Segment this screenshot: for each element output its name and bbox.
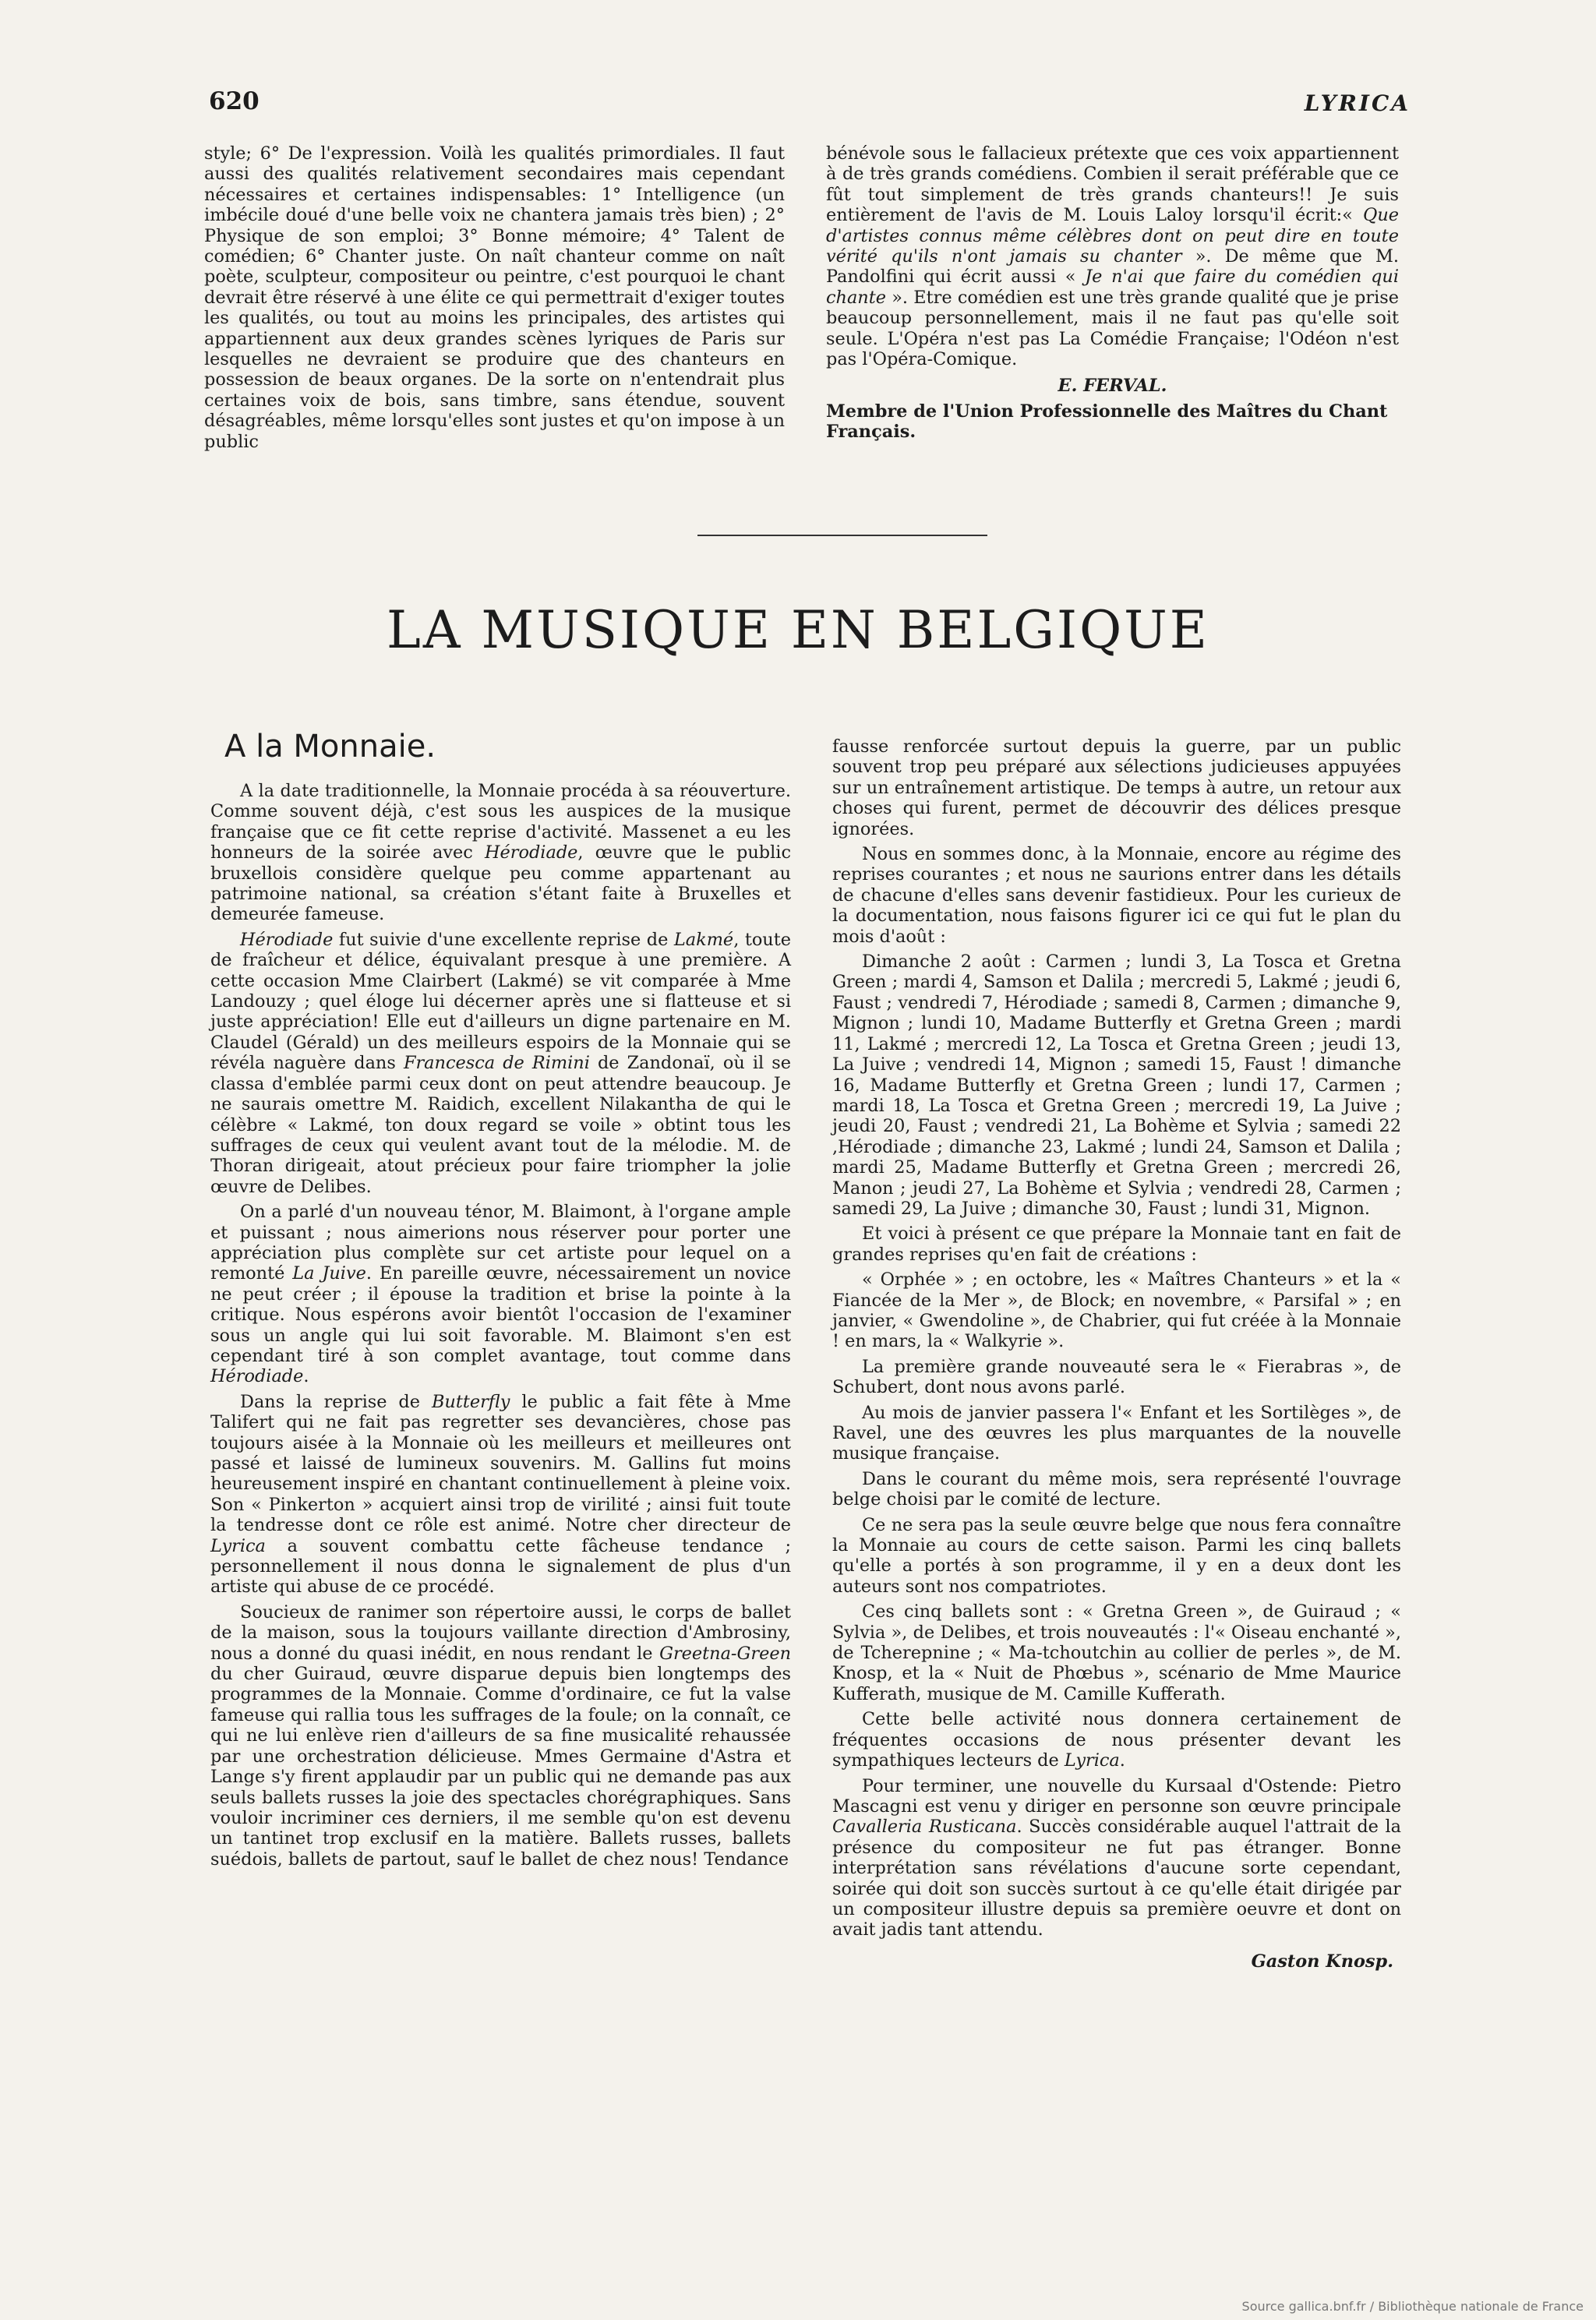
paragraph: Pour terminer, une nouvelle du Kursaal d'Ostende: Pietro Mascagni est venu y diriger en personne son œuvre principale Cavalleria Rusticana. Succès considérable auquel l'attrait de la présence du compositeur ne fut pas étranger. Bonne interprétation sans révélations d'aucune sorte cependant, soirée qui doit son succès surtout à ce qu'elle était dirigée par un compositeur illustre depuis sa première oeuvre et dont on avait jadis tant attendu. [832, 1775, 1401, 1940]
paragraph: Soucieux de ranimer son répertoire aussi, le corps de ballet de la maison, sous la toujours vaillante direction d'Ambrosiny, nous a donné du quasi inédit, en nous rendant le Greetna-Green du cher Guiraud, œuvre disparue depuis bien longtemps des programmes de la Monnaie. Comme d'ordinaire, ce fut la valse fameuse qui rallia tous les suffrages de la foule; on la connaît, ce qui ne lui enlève rien d'ailleurs de sa fine musicalité rehaussée par une orchestration délicieuse. Mmes Germaine d'Astra et Lange s'y firent applaudir par un public qui ne demande pas aux seuls ballets russes la joie des spectacles chorégraphiques. Sans vouloir incriminer ces derniers, il me semble qu'on est devenu un tantinet trop exclusif en la matière. Ballets russes, ballets suédois, ballets de partout, sauf le ballet de chez nous! Tendance [210, 1601, 791, 1870]
paragraph: bénévole sous le fallacieux prétexte que ces voix appartiennent à de très grands comédiens. Combien il serait préférable que ce fût tout simplement de très grands chanteurs!! Je suis entièrement de l'avis de M. Louis Laloy lorsqu'il écrit:« Que d'artistes connus même célèbres dont on peut dire en toute vérité qu'ils n'ont jamais su chanter ». De même que M. Pandolfini qui écrit aussi « Je n'ai que faire du comédien qui chante ». Etre comédien est une très grande qualité que je prise beaucoup personnellement, mais il ne faut pas qu'elle soit seule. L'Opéra n'est pas La Comédie Française; l'Odéon n'est pas l'Opéra-Comique. [826, 143, 1400, 370]
paragraph: Cette belle activité nous donnera certainement de fréquentes occasions de nous présenter devant les sympathiques lecteurs de Lyrica. [832, 1709, 1401, 1771]
page-number: 620 [209, 87, 260, 115]
paragraph: style; 6° De l'expression. Voilà les qualités primordiales. Il faut aussi des qualités relativement secondaires mais cependant nécessaires et certaines indispensables: 1° Intelligence (un imbécile doué d'une belle voix ne chantera jamais très bien) ; 2° Physique de son emploi; 3° Bonne mémoire; 4° Talent de comédien; 6° Chanter juste. On naît chanteur comme on naît poète, sculpteur, compositeur ou peintre, c'est pourquoi le chant devrait être réservé à une élite ce qui permettrait d'exiger toutes les qualités, ou tout au moins les principales, des artistes qui appartiennent aux deux grandes scènes lyriques de Paris sur lesquelles ne devraient se produire que des chanteurs en possession de beaux organes. De la sorte on n'entendrait plus certaines voix de bois, sans timbre, sans étendue, souvent désagréables, même lorsqu'elles sont justes et qu'on impose à un public [204, 143, 785, 452]
author-affiliation: Membre de l'Union Professionnelle des Maîtres du Chant Français. [826, 401, 1388, 443]
paragraph: Dans la reprise de Butterfly le public a fait fête à Mme Talifert qui ne fait pas regretter ses devancières, chose pas toujours aisée à la Monnaie où les meilleurs et meilleures ont passé et laissé de lumineux souvenirs. M. Gallins fut moins heureusement inspiré en chantant continuellement à pleine voix. Son « Pinkerton » acquiert ainsi trop de virilité ; ainsi fuit toute la tendresse dont ce rôle est animé. Notre cher directeur de Lyrica a souvent combattu cette fâcheuse tendance ; personnellement il nous donna le signalement de plus d'un artiste qui abuse de ce procédé. [210, 1391, 791, 1598]
article-right-column [832, 736, 1401, 1972]
article-headline: LA MUSIQUE EN BELGIQUE [387, 600, 1209, 660]
section-divider [697, 535, 987, 536]
author-signature: Gaston Knosp. [1251, 1951, 1393, 1972]
paragraph: A la date traditionnelle, la Monnaie procéda à sa réouverture. Comme souvent déjà, c'est sous les auspices de la musique française que ce fit cette reprise d'activité. Massenet a eu les honneurs de la soirée avec Hérodiade, œuvre que le public bruxellois considère quelque peu comme appartenant au patrimoine national, sa création s'étant faite à Bruxelles et demeurée fameuse. [210, 781, 791, 925]
journal-title: LYRICA [1304, 90, 1411, 116]
paragraph: Nous en sommes donc, à la Monnaie, encore au régime des reprises courantes ; et nous ne saurions entrer dans les détails de chacune d'elles sans devenir fastidieux. Pour les curieux de la documentation, nous faisons figurer ici ce qui fut le plan du mois d'août : [832, 844, 1401, 947]
paragraph: Dimanche 2 août : Carmen ; lundi 3, La Tosca et Gretna Green ; mardi 4, Samson et Dalila ; mercredi 5, Lakmé ; jeudi 6, Faust ; vendredi 7, Hérodiade ; samedi 8, Carmen ; dimanche 9, Mignon ; lundi 10, Madame Butterfly et Gretna Green ; mardi 11, Lakmé ; mercredi 12, La Tosca et Gretna Green ; jeudi 13, La Juive ; vendredi 14, Mignon ; samedi 15, Faust ! dimanche 16, Madame Butterfly et Gretna Green ; lundi 17, Carmen ; mardi 18, La Tosca et Gretna Green ; mercredi 19, La Juive ; jeudi 20, Faust ; vendredi 21, La Bohème et Sylvia ; samedi 22 ,Hérodiade ; dimanche 23, Lakmé ; lundi 24, Samson et Dalila ; mardi 25, Madame Butterfly et Gretna Green ; mercredi 26, Manon ; jeudi 27, La Bohème et Sylvia ; vendredi 28, Carmen ; samedi 29, La Juive ; dimanche 30, Faust ; lundi 31, Mignon. [832, 952, 1401, 1219]
article-subheading: A la Monnaie. [224, 729, 436, 765]
paragraph: On a parlé d'un nouveau ténor, M. Blaimont, à l'organe ample et puissant ; nous aimerions nous réserver pour porter une appréciation plus complète sur cet artiste pour lequel on a remonté La Juive. En pareille œuvre, nécessairement un novice ne peut créer ; il épouse la tradition et brise la pointe à la critique. Nous espérons avoir bientôt l'occasion de l'examiner sous un angle qui lui soit favorable. M. Blaimont s'en est cependant tiré à son complet avantage, tout comme dans Hérodiade. [210, 1202, 792, 1387]
paragraph: La première grande nouveauté sera le « Fierabras », de Schubert, dont nous avons parlé. [832, 1356, 1401, 1398]
paragraph: Hérodiade fut suivie d'une excellente reprise de Lakmé, toute de fraîcheur et délice, équivalant presque à une première. A cette occasion Mme Clairbert (Lakmé) se vit comparée à Mme Landouzy ; quel éloge lui décerner après une si flatteuse et si juste appréciation! Elle eut d'ailleurs un digne partenaire en M. Claudel (Gérald) un des meilleurs espoirs de la Monnaie qui se révéla naguère dans Francesca de Rimini de Zandonaï, où il se classa d'emblée parmi ceux dont on peut attendre beaucoup. Je ne saurais omettre M. Raidich, excellent Nilakantha de qui le célèbre « Lakmé, ton doux regard se voile » obtint tous les suffrages de ceux qui veulent avant tout de la mélodie. M. de Thoran dirigeait, atout précieux pour faire triompher la jolie œuvre de Delibes. [210, 929, 791, 1197]
source-credit: Source gallica.bnf.fr / Bibliothèque nationale de France [1241, 2299, 1584, 2314]
paragraph: Ce ne sera pas la seule œuvre belge que nous fera connaître la Monnaie au cours de cette saison. Parmi les cinq ballets qu'elle a portés à son programme, il y en a deux dont les auteurs sont nos compatriotes. [832, 1514, 1401, 1597]
paragraph: fausse renforcée surtout depuis la guerre, par un public souvent trop peu préparé aux sélections judicieuses appuyées sur un entraînement artistique. De temps à autre, un retour aux choses qui furent, permet de découvrir des délices presque ignorées. [832, 736, 1401, 839]
paragraph: Au mois de janvier passera l'« Enfant et les Sortilèges », de Ravel, une des œuvres les plus marquantes de la nouvelle musique française. [832, 1402, 1401, 1464]
top-article-left-column [204, 143, 785, 452]
top-article-right-column [826, 143, 1399, 443]
paragraph: Et voici à présent ce que prépare la Monnaie tant en fait de grandes reprises qu'en fait de créations : [832, 1224, 1401, 1265]
paragraph: Dans le courant du même mois, sera représenté l'ouvrage belge choisi par le comité de lecture. [832, 1468, 1401, 1510]
author-signature: E. FERVAL. [1058, 376, 1167, 397]
paragraph: Ces cinq ballets sont : « Gretna Green », de Guiraud ; « Sylvia », de Delibes, et trois nouveautés : l'« Oiseau enchanté », de Tcherepnine ; « Ma-tchoutchin au collier de perles », de M. Knosp, et la « Nuit de Phœbus », scénario de Mme Maurice Kufferath, musique de M. Camille Kufferath. [832, 1601, 1401, 1704]
paragraph: « Orphée » ; en octobre, les « Maîtres Chanteurs » et la « Fiancée de la Mer », de Block; en novembre, « Parsifal » ; en janvier, « Gwendoline », de Chabrier, qui fut créée à la Monnaie ! en mars, la « Walkyrie ». [832, 1269, 1401, 1352]
article-left-column [210, 781, 791, 1870]
